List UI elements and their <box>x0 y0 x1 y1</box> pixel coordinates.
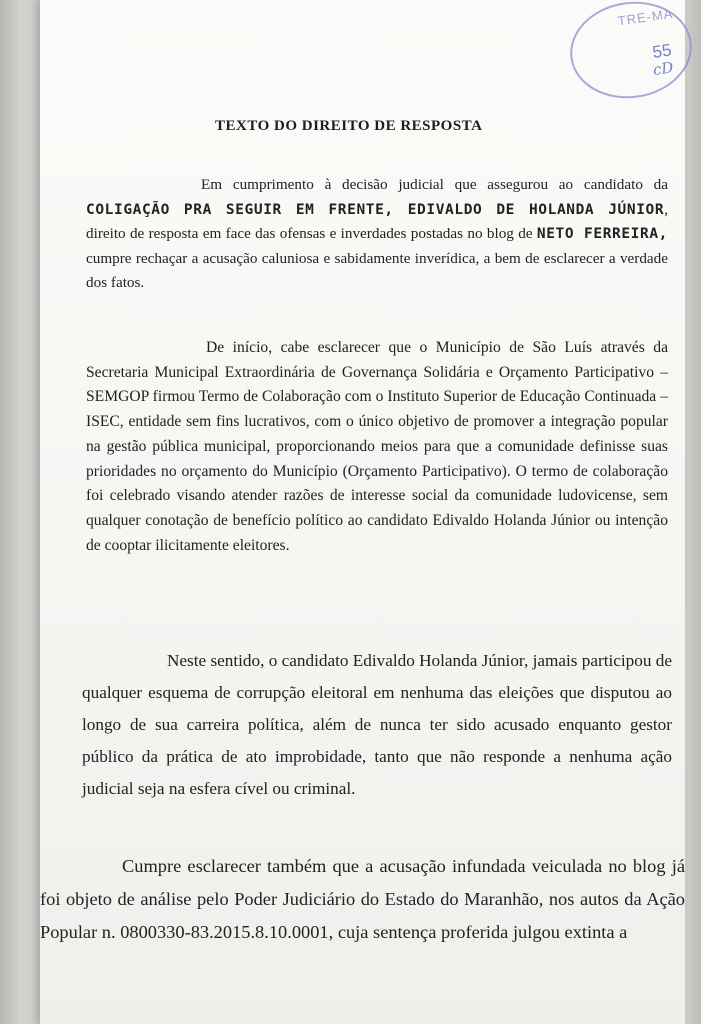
paragraph-2 <box>86 336 668 558</box>
paragraph-4-text: Cumpre esclarecer também que a acusação infundada veiculada no blog já foi objeto de análise pelo Poder Judiciário do Estado do Maranhão, nos autos da Ação Popular n. 0800330-83.2015.8.10.0001, cuja sentença proferida julgou extinta a <box>40 856 685 942</box>
document-title: TEXTO DO DIREITO DE RESPOSTA <box>215 118 483 134</box>
background-left-page-edge <box>0 0 34 1024</box>
paragraph-3-text: Neste sentido, o candidato Edivaldo Holanda Júnior, jamais participou de qualquer esquema de corrupção eleitoral em nenhuma das eleições que disputou ao longo de sua carreira política, além de nunca ter sido acusado enquanto gestor público da prática de ato improbidade, tanto que não responde a nenhuma ação judicial seja na esfera cível ou criminal. <box>82 651 672 798</box>
stamp-court-text: TRE-MA <box>616 5 675 29</box>
paragraph-1 <box>86 173 668 296</box>
stamp-page-number: 55 <box>651 40 673 62</box>
paragraph-1-text-b: , direito de resposta em face das ofensas e inverdades postadas no blog de <box>86 200 668 242</box>
document-page <box>40 0 685 1024</box>
paragraph-1-text-a: Em cumprimento à decisão judicial que assegurou ao candidato da <box>201 176 668 193</box>
paragraph-3 <box>82 645 672 805</box>
paragraph-2-text: De início, cabe esclarecer que o Município de São Luís através da Secretaria Municipal Extraordinária de Governança Solidária e Orçamento Participativo – SEMGOP firmou Termo de Colaboração com o Instituto Superior de Educação Continuada – ISEC, entidade sem fins lucrativos, com o único objetivo de promover a integração popular na gestão pública municipal, proporcionando meios para que a comunidade definisse suas prioridades no orçamento do Município (Orçamento Participativo). O termo de colaboração foi celebrado visando atender razões de interesse social da comunidade ludovicense, sem qualquer conotação de benefício político ao candidato Edivaldo Holanda Júnior ou intenção de cooptar ilicitamente eleitores. <box>86 339 668 554</box>
paragraph-1-blog-name: NETO FERREIRA, <box>536 226 668 242</box>
paragraph-4 <box>40 850 685 949</box>
paragraph-1-coalition-name: COLIGAÇÃO PRA SEGUIR EM FRENTE, EDIVALDO DE HOLANDA JÚNIOR <box>86 201 665 218</box>
paragraph-1-text-c: cumpre rechaçar a acusação caluniosa e sabidamente inverídica, a bem de esclarecer a verdade dos fatos. <box>86 249 668 291</box>
court-stamp <box>564 0 698 106</box>
stamp-initials: cD <box>651 58 675 80</box>
